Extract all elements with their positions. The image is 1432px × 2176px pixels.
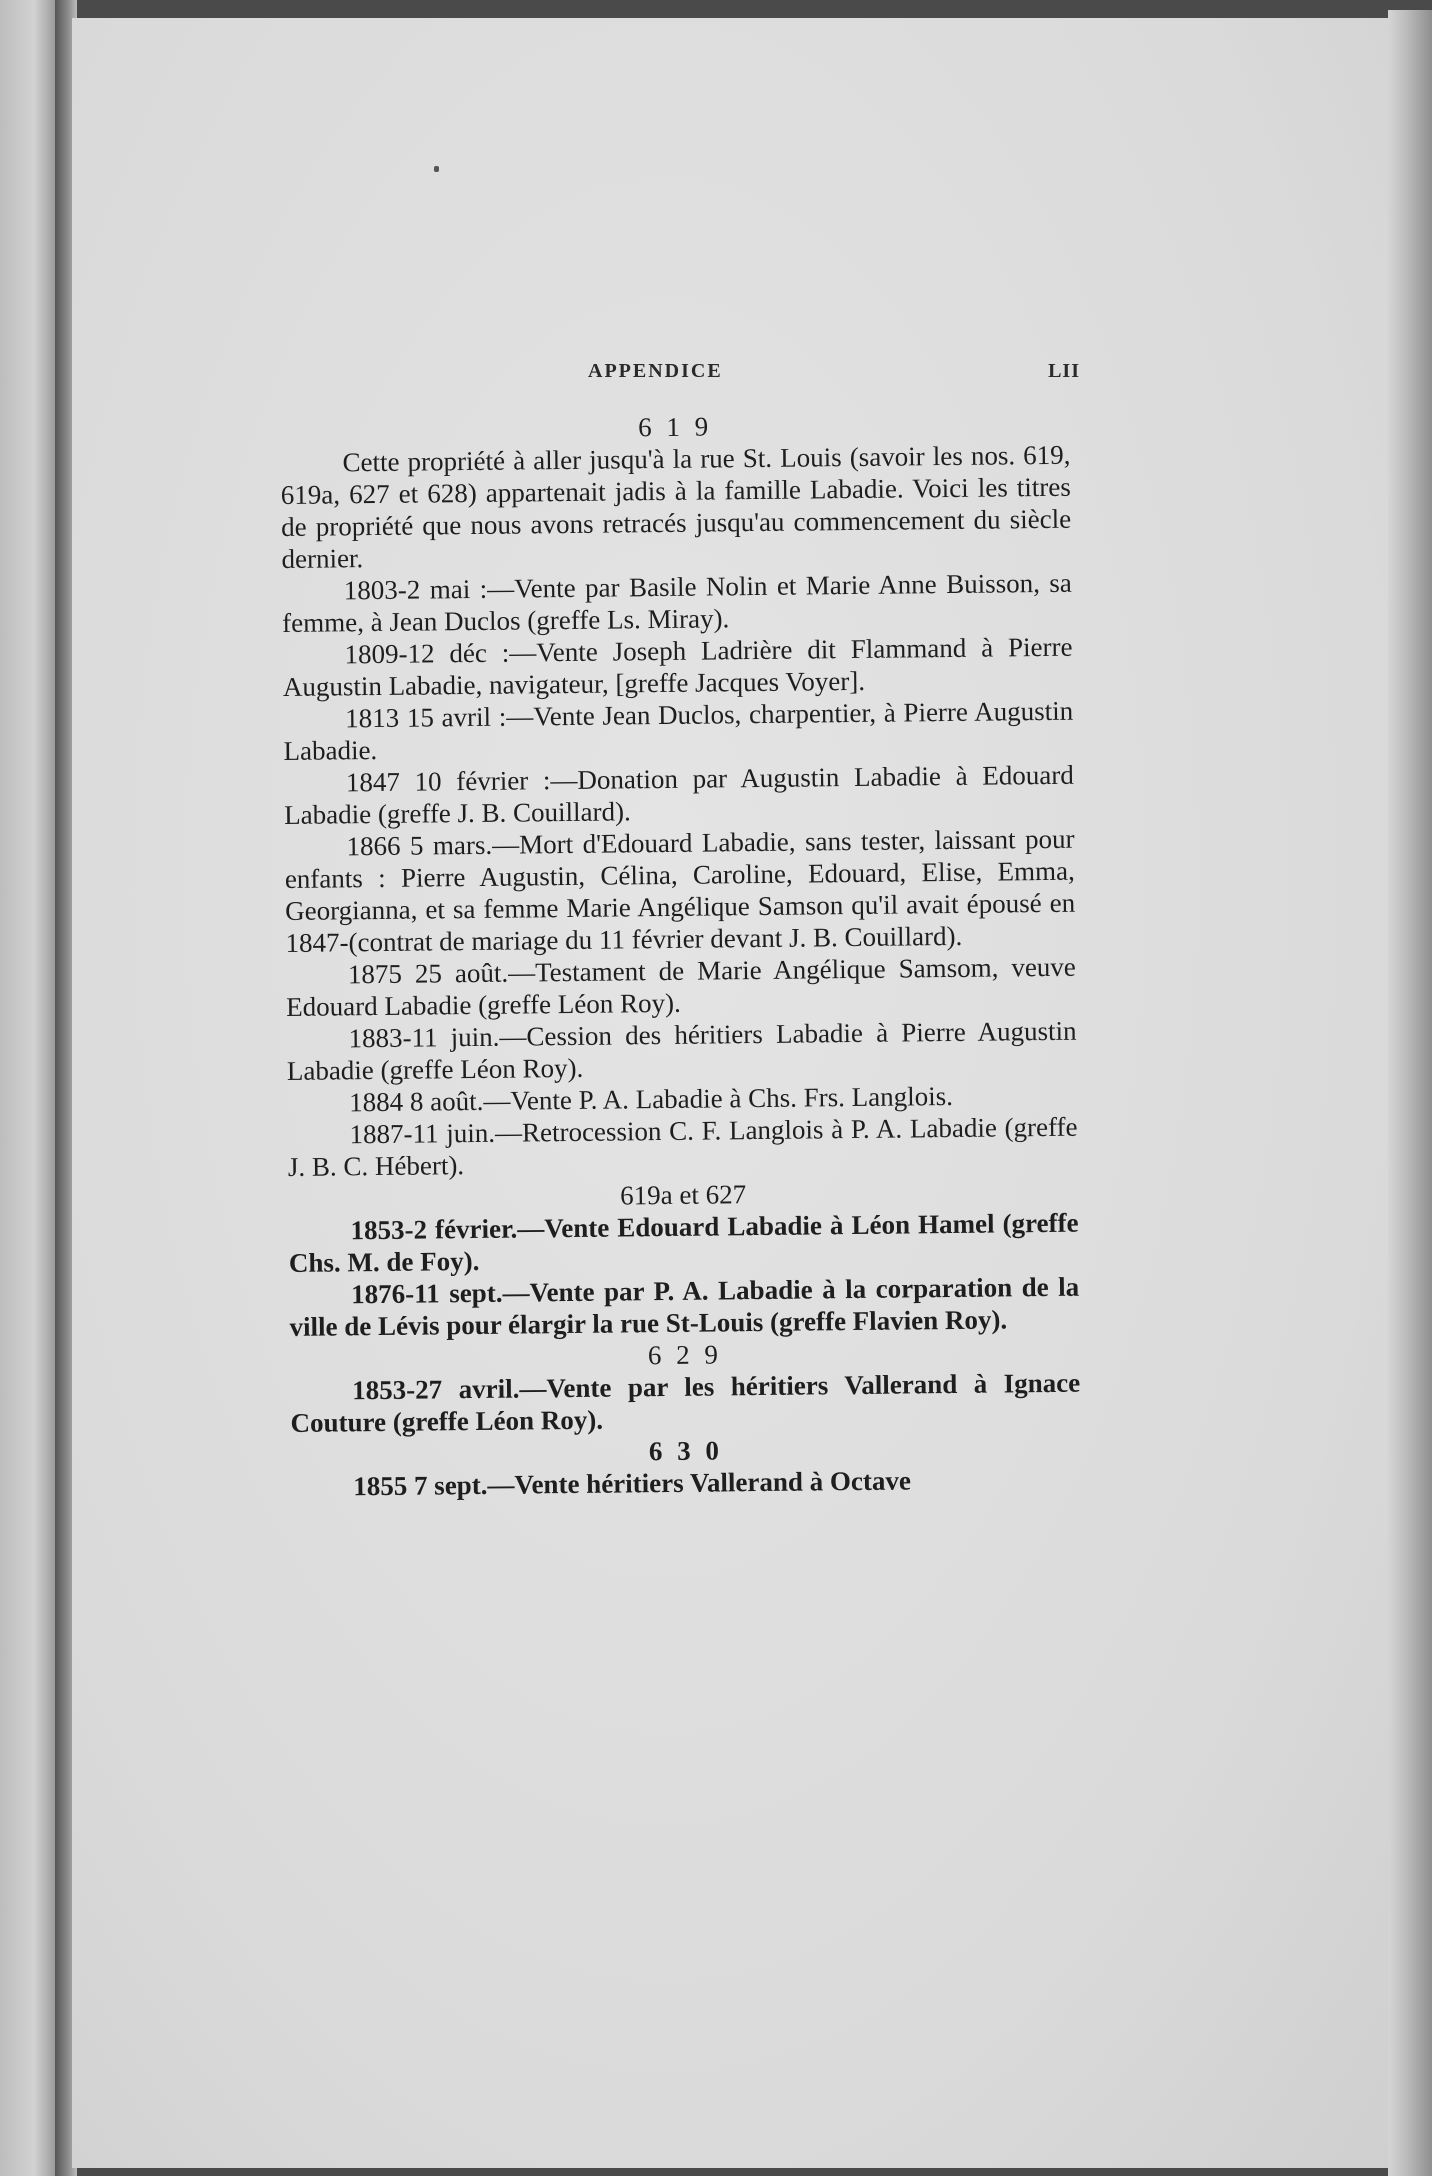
deed-entry: 1866 5 mars.—Mort d'Edouard Labadie, sans tester, laissant pour enfants : Pierre Augustin, Célina, Caroline, Edouard, Elise, Emma, Georgianna, et sa femme Marie Angélique Samson qu'il avait épousé en 1847-(contrat de mariage du 11 février devant J. B. Couillard). (284, 823, 1076, 958)
section-heading: 6 2 9 (647, 1339, 723, 1371)
deed-entry: 1855 7 sept.—Vente héritiers Vallerand à Octave (353, 1465, 912, 1502)
deed-entry: 1847 10 février :—Donation par Augustin Labadie à Edouard Labadie (greffe J. B. Couillard). (284, 759, 1074, 830)
section-heading: 6 1 9 (637, 411, 713, 443)
page-number: LII (1048, 360, 1080, 382)
deed-entry: 1884 8 août.—Vente P. A. Labadie à Chs. Frs. Langlois. (349, 1080, 954, 1118)
section-intro: Cette propriété à aller jusqu'à la rue St. Louis (savoir les nos. 619, 619a, 627 et 628) appartenait jadis à la famille Labadie. Voici les titres de propriété que nous avons retracés jusqu'au commencement du siècle dernier. (280, 439, 1072, 574)
ink-speck (434, 166, 439, 172)
page-body (280, 407, 1081, 1503)
header-title: APPENDICE (588, 360, 723, 382)
deed-entry: 1887-11 juin.—Retrocession C. F. Langlois à P. A. Labadie (greffe J. B. C. Hébert). (287, 1111, 1078, 1182)
right-page-edge (1388, 10, 1432, 2176)
section-heading: 619a et 627 (620, 1179, 747, 1211)
deed-entry: 1813 15 avril :—Vente Jean Duclos, charpentier, à Pierre Augustin Labadie. (283, 695, 1074, 766)
left-page-edge (0, 0, 62, 2176)
deed-entry: 1875 25 août.—Testament de Marie Angélique Samsom, veuve Edouard Labadie (greffe Léon Roy). (286, 951, 1076, 1022)
running-header (280, 360, 1080, 390)
deed-entry: 1803-2 mai :—Vente par Basile Nolin et Marie Anne Buisson, sa femme, à Jean Duclos (greffe Ls. Miray). (282, 567, 1072, 638)
section-heading: 6 3 0 (648, 1435, 724, 1467)
deed-entry: 1876-11 sept.—Vente par P. A. Labadie à la corparation de la ville de Lévis pour élargir la rue St-Louis (greffe Flavien Roy). (289, 1271, 1080, 1342)
deed-entry: 1853-2 février.—Vente Edouard Labadie à Léon Hamel (greffe Chs. M. de Foy). (288, 1207, 1079, 1278)
deed-entry: 1809-12 déc :—Vente Joseph Ladrière dit Flammand à Pierre Augustin Labadie, navigateur, [greffe Jacques Voyer]. (282, 631, 1073, 702)
deed-entry: 1853-27 avril.—Vente par les héritiers Vallerand à Ignace Couture (greffe Léon Roy). (290, 1367, 1081, 1438)
deed-entry: 1883-11 juin.—Cession des héritiers Labadie à Pierre Augustin Labadie (greffe Léon Roy). (286, 1015, 1077, 1086)
